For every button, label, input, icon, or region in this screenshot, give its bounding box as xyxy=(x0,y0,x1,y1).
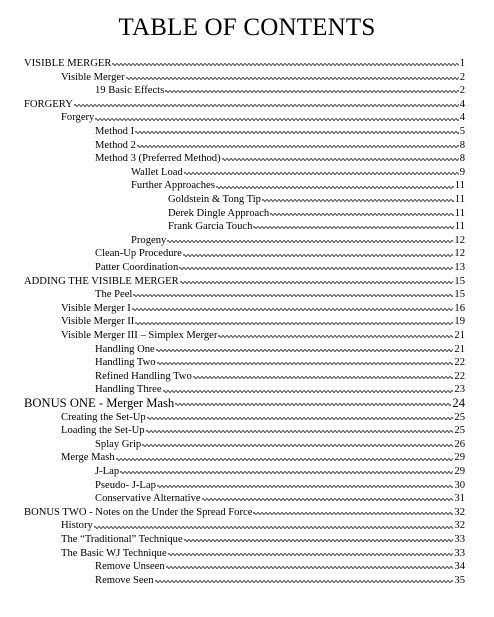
toc-leader-line xyxy=(262,198,454,203)
toc-entry[interactable] xyxy=(61,451,465,465)
toc-entry-page-number: 32 xyxy=(454,506,465,518)
toc-leader-line xyxy=(116,457,454,462)
toc-entry-page-number: 21 xyxy=(454,343,465,355)
toc-leader-line xyxy=(142,443,453,448)
toc-entry[interactable] xyxy=(61,315,465,329)
toc-leader-line xyxy=(74,103,459,108)
toc-leader-line xyxy=(184,171,459,176)
toc-entry[interactable] xyxy=(95,247,465,261)
toc-entry-page-number: 33 xyxy=(454,534,465,545)
toc-leader-line xyxy=(167,239,453,244)
toc-entry[interactable] xyxy=(95,356,465,370)
toc-entry[interactable] xyxy=(95,574,465,588)
toc-entry-page-number: 16 xyxy=(454,302,465,314)
toc-entry[interactable] xyxy=(95,383,465,397)
toc-leader-line xyxy=(168,552,454,557)
toc-entry-label: Derek Dingle Approach xyxy=(168,207,270,219)
toc-entry-label: Wallet Load xyxy=(131,166,183,178)
toc-leader-line xyxy=(112,62,458,67)
toc-entry-label: J-Lap xyxy=(95,466,120,477)
toc-entry-page-number: 11 xyxy=(454,194,465,205)
toc-entry-page-number: 1 xyxy=(459,58,465,69)
toc-leader-line xyxy=(135,321,453,326)
toc-entry[interactable] xyxy=(95,84,465,98)
toc-leader-line xyxy=(135,130,459,135)
toc-entry-page-number: 13 xyxy=(454,262,465,273)
toc-entry-page-number: 25 xyxy=(454,425,465,437)
toc-entry-page-number: 31 xyxy=(454,493,465,505)
page-title: TABLE OF CONTENTS xyxy=(118,14,376,41)
toc-entry-label: Remove Unseen xyxy=(95,561,165,573)
toc-entry-page-number: 25 xyxy=(454,411,465,423)
toc-leader-line xyxy=(146,429,454,434)
toc-leader-line xyxy=(184,538,454,543)
toc-entry[interactable] xyxy=(95,139,465,153)
toc-entry-page-number: 34 xyxy=(454,561,465,573)
toc-leader-line xyxy=(216,185,454,190)
toc-entry[interactable] xyxy=(61,411,465,425)
toc-entry[interactable] xyxy=(24,98,465,112)
toc-entry-page-number: 15 xyxy=(454,289,465,301)
toc-leader-line xyxy=(193,375,454,380)
toc-entry-page-number: 11 xyxy=(454,180,465,192)
toc-entry[interactable] xyxy=(61,71,465,85)
toc-entry[interactable] xyxy=(95,492,465,506)
toc-entry[interactable] xyxy=(95,288,465,302)
toc-leader-line xyxy=(202,497,454,502)
toc-entry-label: History xyxy=(61,520,93,532)
toc-entry-page-number: 11 xyxy=(454,221,465,233)
toc-entry-label: Merge Mash xyxy=(61,452,115,464)
toc-entry-label: Creating the Set-Up xyxy=(61,411,146,423)
toc-entry-label: Clean-Up Procedure xyxy=(95,248,182,260)
toc-entry[interactable] xyxy=(131,166,465,180)
toc-entry-label: Handling Two xyxy=(95,357,156,369)
toc-entry[interactable] xyxy=(24,506,465,520)
toc-entry[interactable] xyxy=(168,193,465,207)
toc-entry-page-number: 32 xyxy=(454,520,465,532)
toc-entry-page-number: 26 xyxy=(454,438,465,450)
toc-entry[interactable] xyxy=(61,424,465,438)
toc-entry-label: FORGERY xyxy=(24,98,73,110)
toc-entry-label: Visible Merger III – Simplex Merger xyxy=(61,330,218,341)
toc-entry-label: Frank Garcia Touch xyxy=(168,221,253,233)
toc-entry-page-number: 8 xyxy=(459,139,465,151)
toc-entry-page-number: 2 xyxy=(459,71,465,83)
toc-entry-label: 19 Basic Effects xyxy=(95,85,165,97)
toc-entry-page-number: 8 xyxy=(459,153,465,165)
toc-entry-label: Splay Grip xyxy=(95,438,142,450)
toc-entry-label: Forgery xyxy=(61,112,95,124)
toc-entry[interactable] xyxy=(95,560,465,574)
toc-entry[interactable] xyxy=(61,533,465,547)
toc-entry-label: Patter Coordination xyxy=(95,262,179,273)
toc-entry-label: Handling One xyxy=(95,343,155,355)
toc-leader-line xyxy=(253,511,453,516)
toc-entry-label: The Peel xyxy=(95,289,133,301)
toc-entry-label: Refined Handling Two xyxy=(95,370,192,382)
toc-entry[interactable] xyxy=(95,479,465,493)
toc-leader-line xyxy=(166,565,454,570)
toc-leader-line xyxy=(179,266,453,271)
toc-entry[interactable] xyxy=(168,207,465,221)
toc-entry[interactable] xyxy=(95,152,465,166)
toc-entry-page-number: 29 xyxy=(454,466,465,477)
toc-entry-page-number: 22 xyxy=(454,370,465,382)
toc-entry-page-number: 19 xyxy=(454,316,465,328)
toc-leader-line xyxy=(133,293,453,298)
toc-leader-line xyxy=(180,280,454,285)
toc-entry-label: Remove Seen xyxy=(95,574,154,586)
toc-entry-label: The Basic WJ Technique xyxy=(61,547,167,559)
toc-entry[interactable] xyxy=(24,57,465,71)
toc-entry[interactable] xyxy=(168,220,465,234)
toc-entry[interactable] xyxy=(131,234,465,248)
toc-entry-page-number: 4 xyxy=(459,112,465,124)
toc-entry-label: Method I xyxy=(95,126,135,137)
toc-entry-page-number: 22 xyxy=(454,357,465,369)
toc-leader-line xyxy=(222,157,459,162)
toc-entry[interactable] xyxy=(95,343,465,357)
toc-entry-page-number: 23 xyxy=(454,384,465,396)
toc-entry-page-number: 29 xyxy=(454,452,465,464)
toc-entry[interactable] xyxy=(61,111,465,125)
toc-leader-line xyxy=(218,334,453,339)
toc-leader-line xyxy=(147,416,454,421)
toc-entry-label: ADDING THE VISIBLE MERGER xyxy=(24,275,179,287)
toc-entry-page-number: 5 xyxy=(459,126,465,137)
toc-entry[interactable] xyxy=(61,519,465,533)
toc-leader-line xyxy=(120,470,453,475)
toc-entry[interactable] xyxy=(95,438,465,452)
toc-entry[interactable] xyxy=(131,179,465,193)
toc-entry-label: Visible Merger xyxy=(61,71,125,83)
toc-entry-label: Pseudo- J-Lap xyxy=(95,479,156,491)
toc-entry[interactable] xyxy=(24,396,465,410)
toc-entry-page-number: 33 xyxy=(454,547,465,559)
toc-entry-label: Method 2 xyxy=(95,139,136,151)
toc-entry-page-number: 15 xyxy=(454,275,465,287)
toc-entry-label: BONUS ONE - Merger Mash xyxy=(24,396,175,410)
toc-entry-label: Handling Three xyxy=(95,384,162,396)
toc-leader-line xyxy=(156,348,454,353)
toc-entry[interactable] xyxy=(95,125,465,139)
toc-leader-line xyxy=(165,89,458,94)
toc-leader-line xyxy=(94,525,454,530)
toc-leader-line xyxy=(157,484,454,489)
toc-leader-line xyxy=(155,579,454,584)
toc-entry-label: Loading the Set-Up xyxy=(61,425,145,437)
toc-entry-page-number: 2 xyxy=(459,85,465,97)
toc-entry-page-number: 21 xyxy=(454,330,465,341)
toc-entry-page-number: 35 xyxy=(454,574,465,586)
toc-entry-label: Goldstein & Tong Tip xyxy=(168,194,261,205)
toc-entry-label: Visible Merger II xyxy=(61,316,135,328)
toc-entry[interactable] xyxy=(95,261,465,275)
toc-entry[interactable] xyxy=(24,275,465,289)
toc-entry[interactable] xyxy=(61,302,465,316)
toc-entry-page-number: 4 xyxy=(459,98,465,110)
toc-leader-line xyxy=(126,76,459,81)
toc-leader-line xyxy=(175,402,451,407)
toc-entry[interactable] xyxy=(95,370,465,384)
toc-leader-line xyxy=(95,117,458,122)
toc-entry-label: The “Traditional” Technique xyxy=(61,534,183,545)
toc-leader-line xyxy=(157,361,454,366)
toc-leader-line xyxy=(132,307,454,312)
toc-entry-page-number: 9 xyxy=(459,166,465,178)
toc-entry[interactable] xyxy=(95,465,465,479)
toc-entry-page-number: 24 xyxy=(452,396,465,410)
toc-leader-line xyxy=(270,212,454,217)
toc-entry-page-number: 11 xyxy=(454,207,465,219)
toc-entry-label: Method 3 (Preferred Method) xyxy=(95,153,221,165)
toc-entry-label: VISIBLE MERGER xyxy=(24,58,112,69)
toc-entry-label: BONUS TWO - Notes on the Under the Spread Force xyxy=(24,506,253,518)
toc-entry[interactable] xyxy=(61,547,465,561)
toc-leader-line xyxy=(163,389,454,394)
toc-entry-label: Further Approaches xyxy=(131,180,215,192)
toc-entry-label: Progeny xyxy=(131,234,167,246)
toc-leader-line xyxy=(183,253,454,258)
toc-entry-label: Conservative Alternative xyxy=(95,493,201,505)
toc-entry-page-number: 12 xyxy=(454,234,465,246)
toc-leader-line xyxy=(253,225,453,230)
toc-entry-page-number: 30 xyxy=(454,479,465,491)
toc-leader-line xyxy=(137,144,459,149)
toc-entry-page-number: 12 xyxy=(454,248,465,260)
toc-entry-label: Visible Merger I xyxy=(61,302,131,314)
toc-entry[interactable] xyxy=(61,329,465,343)
